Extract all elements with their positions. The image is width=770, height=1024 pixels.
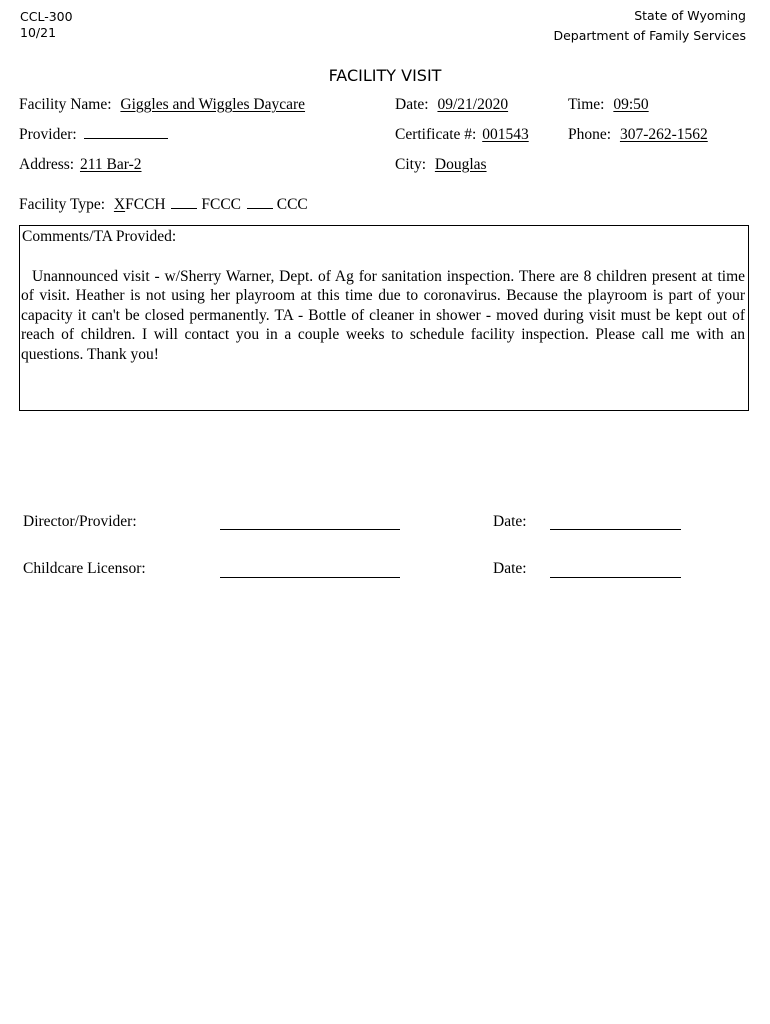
time-label: Time: bbox=[568, 96, 605, 113]
address-field bbox=[19, 156, 142, 174]
director-date-label: Date: bbox=[493, 513, 527, 530]
comments-label: Comments/TA Provided: bbox=[22, 228, 177, 245]
form-code-block bbox=[20, 9, 73, 41]
provider-blank-line bbox=[84, 126, 168, 139]
director-signature-line bbox=[220, 529, 400, 530]
childcare-licensor-label: Childcare Licensor: bbox=[23, 560, 146, 577]
date-label: Date: bbox=[395, 96, 429, 113]
city-label: City: bbox=[395, 156, 427, 173]
city-value: Douglas bbox=[434, 156, 487, 173]
facility-type-label: Facility Type: bbox=[19, 196, 106, 213]
facility-type-field bbox=[19, 196, 308, 214]
agency-block bbox=[553, 6, 746, 46]
state-name: State of Wyoming bbox=[634, 8, 746, 23]
time-field bbox=[568, 96, 649, 114]
director-provider-label: Director/Provider: bbox=[23, 513, 137, 530]
licensor-date-line bbox=[550, 577, 681, 578]
form-code: CCL-300 bbox=[20, 9, 73, 24]
facility-type-option-fccc: FCCC bbox=[201, 196, 241, 213]
address-value: 211 Bar-2 bbox=[79, 156, 142, 173]
phone-value: 307-262-1562 bbox=[619, 126, 708, 143]
provider-label: Provider: bbox=[19, 126, 77, 143]
form-revision-date: 10/21 bbox=[20, 25, 57, 40]
comments-box bbox=[19, 225, 749, 411]
comments-text: Unannounced visit - w/Sherry Warner, Dept. of Ag for sanitation inspection. There are 8 children present at time of visit. Heather is not using her playroom at this time due to coronavirus. Because the playroom is part of your capacity it can't be closed permanently. TA - Bottle of cleaner in shower - moved during visit must be kept out of reach of children. I will contact you in a couple weeks to schedule facility inspection. Please call me with an questions. Thank you! bbox=[21, 268, 745, 363]
phone-label: Phone: bbox=[568, 126, 612, 143]
facility-name-label: Facility Name: bbox=[19, 96, 112, 113]
department-name: Department of Family Services bbox=[553, 28, 746, 43]
facility-name-value: Giggles and Wiggles Daycare bbox=[120, 96, 306, 113]
phone-field bbox=[568, 126, 708, 144]
licensor-signature-line bbox=[220, 577, 400, 578]
date-field bbox=[395, 96, 508, 114]
facility-type-fccc-blank bbox=[171, 196, 197, 209]
certificate-value: 001543 bbox=[482, 126, 529, 143]
city-field bbox=[395, 156, 487, 174]
certificate-field bbox=[395, 126, 529, 144]
facility-name-field bbox=[19, 96, 305, 114]
provider-field bbox=[19, 126, 168, 144]
address-label: Address: bbox=[19, 156, 75, 173]
facility-type-option-ccc: CCC bbox=[276, 196, 308, 213]
page-title: FACILITY VISIT bbox=[328, 66, 442, 85]
facility-type-ccc-blank bbox=[247, 196, 273, 209]
facility-type-option-fcch: FCCH bbox=[125, 196, 166, 213]
date-value: 09/21/2020 bbox=[437, 96, 509, 113]
certificate-label: Certificate #: bbox=[395, 126, 477, 143]
director-date-line bbox=[550, 529, 681, 530]
facility-type-selected-mark: X bbox=[113, 196, 126, 213]
licensor-date-label: Date: bbox=[493, 560, 527, 577]
time-value: 09:50 bbox=[613, 96, 649, 113]
